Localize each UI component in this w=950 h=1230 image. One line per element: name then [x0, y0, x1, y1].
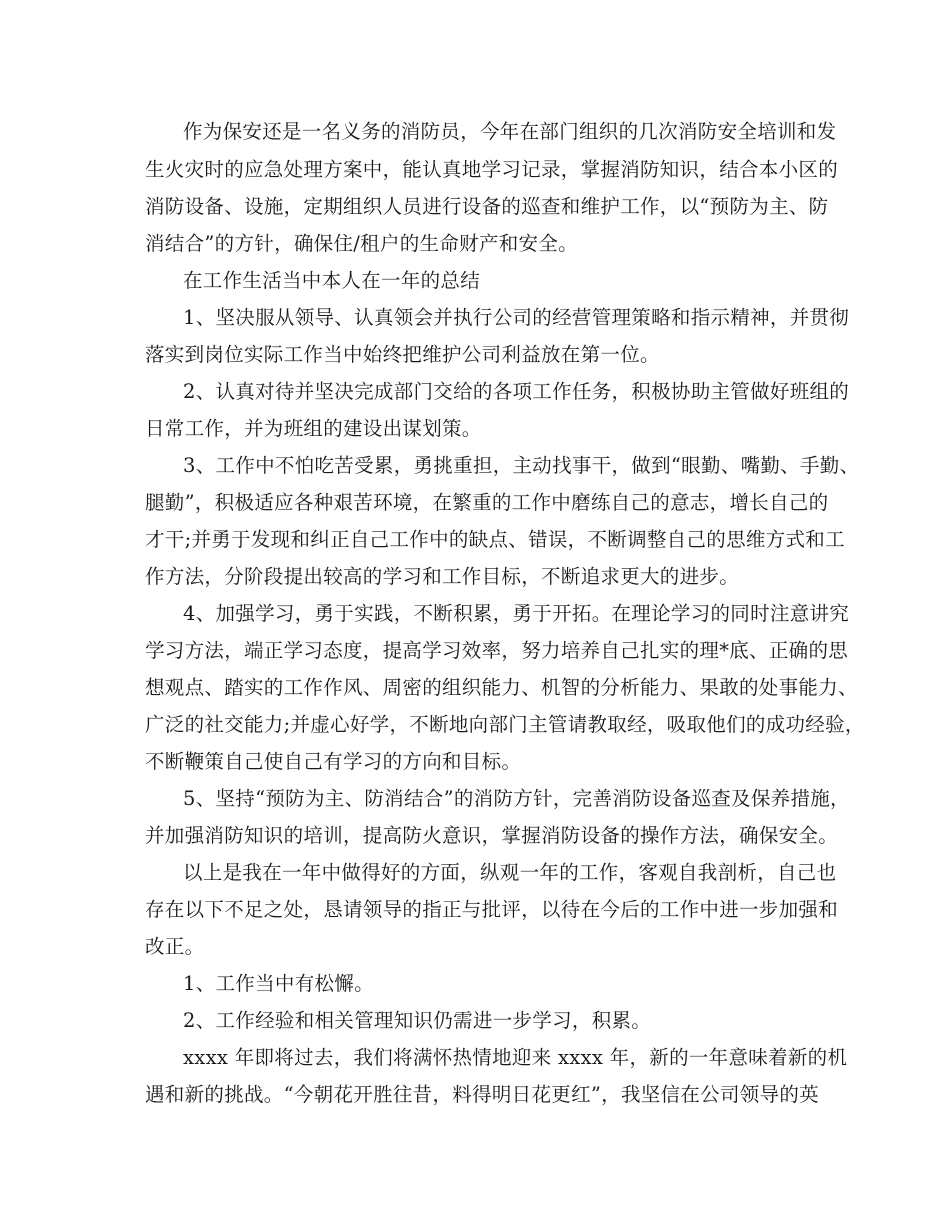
text-line: 遇和新的挑战。“今朝花开胜往昔，料得明日花更红”，我坚信在公司领导的英	[145, 1083, 819, 1106]
text-line: 作方法，分阶段提出较高的学习和工作目标，不断追求更大的进步。	[145, 565, 740, 588]
text-line: 2、工作经验和相关管理知识仍需进一步学习，积累。	[183, 1009, 652, 1032]
text-line: 5、坚持“预防为主、防消结合”的消防方针，完善消防设备巡查及保养措施，	[183, 787, 850, 810]
text-line: 改正。	[145, 935, 205, 958]
text-line: 3、工作中不怕吃苦受累，勇挑重担，主动找事干，做到“眼勤、嘴勤、手勤、	[183, 454, 860, 477]
text-line: 日常工作，并为班组的建设出谋划策。	[145, 417, 482, 440]
text-line: 腿勤”，积极适应各种艰苦环境，在繁重的工作中磨练自己的意志，增长自己的	[145, 491, 829, 514]
text-line: 消防设备、设施，定期组织人员进行设备的巡查和维护工作，以“预防为主、防	[145, 195, 829, 218]
text-line: xxxx 年即将过去，我们将满怀热情地迎来 xxxx 年，新的一年意味着新的机	[183, 1046, 848, 1069]
text-line: 才干;并勇于发现和纠正自己工作中的缺点、错误，不断调整自己的思维方式和工	[145, 528, 845, 551]
text-line: 1、坚决服从领导、认真领会并执行公司的经营管理策略和指示精神，并贯彻	[183, 306, 850, 329]
text-line: 广泛的社交能力;并虚心好学，不断地向部门主管请教取经，吸取他们的成功经验，	[145, 713, 865, 736]
text-line: 1、工作当中有松懈。	[183, 972, 374, 995]
text-line: 学习方法，端正学习态度，提高学习效率，努力培养自己扎实的理*底、正确的思	[145, 639, 849, 662]
text-line: 以上是我在一年中做得好的方面，纵观一年的工作，客观自我剖析，自己也	[183, 861, 837, 884]
text-line: 存在以下不足之处，恳请领导的指正与批评，以待在今后的工作中进一步加强和	[145, 898, 839, 921]
text-line: 落实到岗位实际工作当中始终把维护公司利益放在第一位。	[145, 343, 660, 366]
text-line: 并加强消防知识的培训，提高防火意识，掌握消防设备的操作方法，确保安全。	[145, 824, 839, 847]
text-line: 4、加强学习，勇于实践，不断积累，勇于开拓。在理论学习的同时注意讲究	[183, 602, 850, 625]
text-line: 不断鞭策自己使自己有学习的方向和目标。	[145, 750, 522, 773]
text-line: 作为保安还是一名义务的消防员，今年在部门组织的几次消防安全培训和发	[183, 120, 837, 143]
section-heading: 在工作生活当中本人在一年的总结	[183, 269, 481, 292]
text-line: 想观点、踏实的工作作风、周密的组织能力、机智的分析能力、果敢的处事能力、	[145, 676, 858, 699]
text-line: 消结合”的方针，确保住/租户的生命财产和安全。	[145, 232, 578, 255]
text-line: 生火灾时的应急处理方案中，能认真地学习记录，掌握消防知识，结合本小区的	[145, 158, 839, 181]
text-line: 2、认真对待并坚决完成部门交给的各项工作任务，积极协助主管做好班组的	[183, 380, 850, 403]
